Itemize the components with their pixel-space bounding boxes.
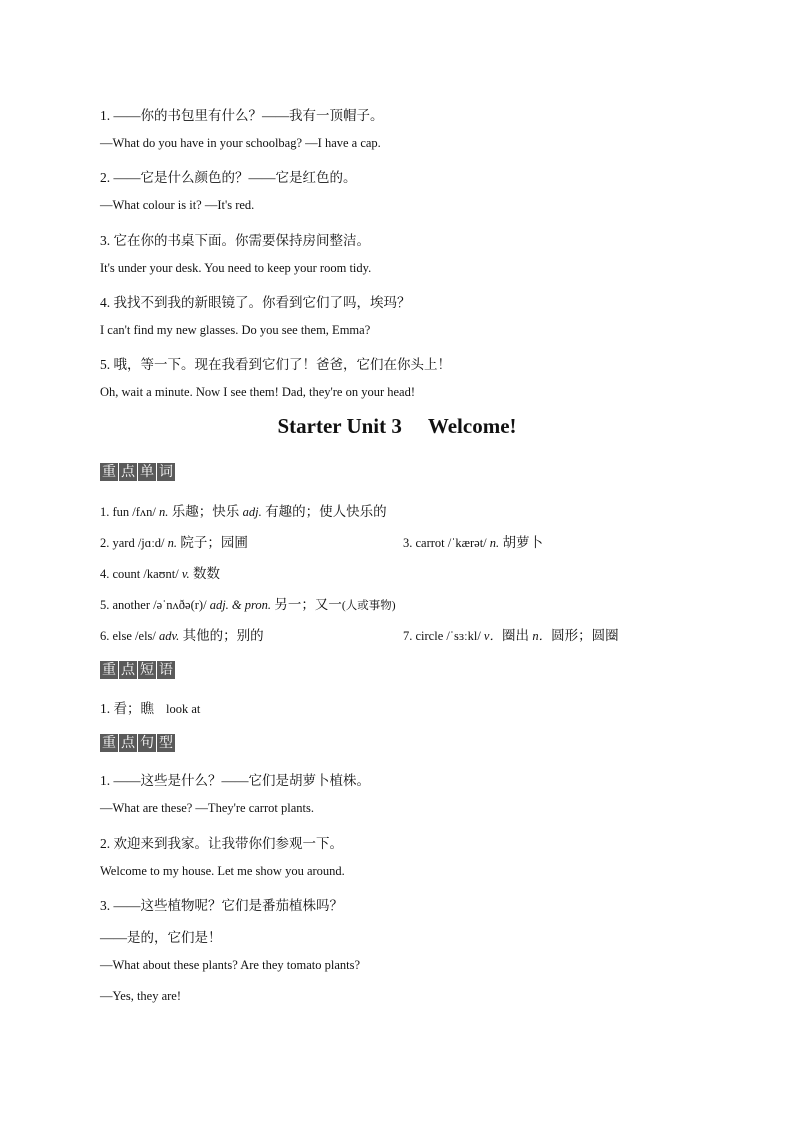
word-head: 6. else /els/ (100, 629, 156, 643)
badge-char: 重 (102, 662, 116, 678)
word-note: (人或事物) (341, 600, 396, 612)
word-item-else (100, 624, 264, 644)
unit-title-part2: Welcome! (427, 414, 517, 438)
part-of-speech: adj. & pron. (209, 598, 272, 612)
key-sentences-badge (100, 734, 175, 752)
key-sentence-zh-1: 1. ——这些是什么？——它们是胡萝卜植株。 (100, 773, 370, 788)
key-sentence-en-3: —What about these plants? Are they tomato plants? (100, 958, 360, 972)
word-meaning: 圆形；圆圈 (551, 628, 619, 643)
part-of-speech: n. (489, 536, 500, 550)
badge-char: 点 (121, 735, 135, 751)
word-head: 1. fun /fʌn/ (100, 505, 156, 519)
part-of-speech: v． (483, 629, 502, 643)
sentence-en-3: It's under your desk. You need to keep your room tidy. (100, 261, 372, 275)
badge-char: 语 (159, 662, 173, 678)
unit-title (0, 414, 794, 439)
word-meaning: 数数 (189, 566, 220, 581)
word-head: 4. count /kaʊnt/ (100, 567, 179, 581)
badge-char: 词 (159, 464, 173, 480)
word-head: 3. carrot /ˈkærət/ (403, 536, 487, 550)
sentence-zh-5: 5. 哦，等一下。现在我看到它们了！爸爸，它们在你头上！ (100, 357, 451, 372)
part-of-speech: n. (167, 536, 178, 550)
key-words-badge (100, 463, 175, 481)
key-sentence-en-1: —What are these? —They're carrot plants. (100, 801, 314, 815)
part-of-speech: adv. (159, 629, 180, 643)
badge-char: 点 (121, 464, 135, 480)
sentence-en-1: —What do you have in your schoolbag? —I have a cap. (100, 136, 381, 150)
word-meaning: 有趣的；使人快乐的 (261, 504, 387, 519)
part-of-speech: adj. (242, 505, 262, 519)
part-of-speech: n. (159, 505, 169, 519)
word-item-yard (100, 531, 248, 551)
word-item-another (100, 593, 396, 613)
sentence-zh-1: 1. ——你的书包里有什么？——我有一顶帽子。 (100, 108, 384, 123)
sentence-en-5: Oh, wait a minute. Now I see them! Dad, they're on your head! (100, 385, 416, 399)
badge-char: 短 (140, 662, 154, 678)
sentence-zh-2: 2. ——它是什么颜色的？——它是红色的。 (100, 170, 357, 185)
badge-char: 句 (140, 735, 154, 751)
badge-char: 单 (140, 464, 154, 480)
word-item-fun (100, 500, 387, 520)
part-of-speech: n． (532, 629, 552, 643)
sentence-zh-3: 3. 它在你的书桌下面。你需要保持房间整洁。 (100, 233, 370, 248)
sentence-en-2: —What colour is it? —It's red. (100, 198, 255, 212)
badge-char: 重 (102, 735, 116, 751)
key-sentence-en-3b: —Yes, they are! (100, 989, 182, 1003)
phrase-en: look at (166, 702, 201, 716)
word-meaning: 其他的；别的 (179, 628, 264, 643)
unit-title-part1: Starter Unit 3 (277, 414, 402, 438)
badge-char: 点 (121, 662, 135, 678)
word-item-carrot (403, 531, 543, 551)
word-meaning: 另一；又一 (271, 597, 342, 612)
word-meaning: 胡萝卜 (499, 535, 544, 550)
word-meaning: 乐趣；快乐 (168, 504, 243, 519)
phrase-item-1 (100, 697, 200, 718)
word-meaning: 院子；园圃 (177, 535, 248, 550)
word-meaning: 圈出 (501, 628, 533, 643)
sentence-zh-4: 4. 我找不到我的新眼镜了。你看到它们了吗，埃玛？ (100, 295, 411, 310)
badge-char: 重 (102, 464, 116, 480)
key-phrases-badge (100, 661, 175, 679)
key-sentence-en-2: Welcome to my house. Let me show you around. (100, 864, 345, 878)
key-sentence-zh-3b: ——是的，它们是！ (100, 930, 222, 945)
word-head: 2. yard /jɑːd/ (100, 536, 165, 550)
word-head: 5. another /əˈnʌðə(r)/ (100, 598, 207, 612)
key-sentence-zh-3: 3. ——这些植物呢？它们是番茄植株吗？ (100, 898, 343, 913)
part-of-speech: v. (181, 567, 190, 581)
word-item-circle (403, 624, 619, 644)
key-sentence-zh-2: 2. 欢迎来到我家。让我带你们参观一下。 (100, 836, 343, 851)
badge-char: 型 (159, 735, 173, 751)
word-item-count (100, 562, 220, 582)
phrase-zh: 1. 看；瞧 (100, 701, 154, 716)
word-head: 7. circle /ˈsɜːkl/ (403, 629, 481, 643)
sentence-en-4: I can't find my new glasses. Do you see them, Emma? (100, 323, 371, 337)
